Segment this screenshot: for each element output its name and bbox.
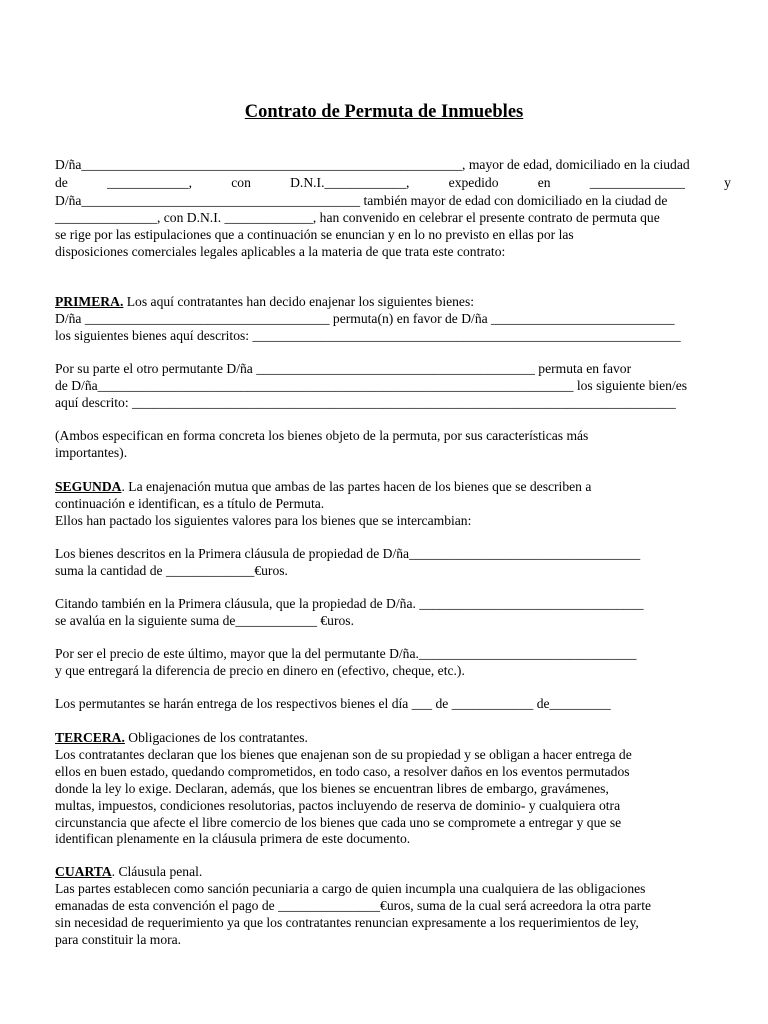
intro-line-3: D/ña_________________________________________ también mayor de edad con domiciliado en la ciudad de	[55, 193, 668, 208]
word: y	[724, 175, 731, 190]
tercera-line-6: circunstancia que afecte el libre comercio de los bienes que cada uno se compromete a entregar y que se	[55, 815, 622, 830]
tercera-line-3: ellos en buen estado, quedando comprometidos, en todo caso, a resolver daños en los eventos permutados	[55, 764, 630, 779]
cuarta-line-4: sin necesidad de requerimiento ya que los contratantes renuncian expresamente a los requerimientos de ley,	[55, 915, 639, 930]
tercera-text: Obligaciones de los contratantes.	[124, 730, 308, 745]
word: en	[537, 175, 551, 190]
cuarta-heading: CUARTA	[55, 864, 112, 879]
segunda-line-10: Los permutantes se harán entrega de los respectivos bienes el día ___ de ____________ de_________	[55, 696, 611, 711]
segunda-text: . La enajenación mutua que ambas de las partes hacen de los bienes que se describen a	[121, 479, 592, 494]
primera-text: Los aquí contratantes han decido enajenar los siguientes bienes:	[123, 294, 475, 309]
tercera-line-1	[55, 730, 731, 746]
cuarta-text: . Cláusula penal.	[111, 864, 203, 879]
word: ____________,	[107, 175, 193, 190]
segunda-line-7: se avalúa en la siguiente suma de____________ €uros.	[55, 613, 354, 628]
segunda-heading: SEGUNDA	[55, 479, 122, 494]
intro-line-4: _______________, con D.N.I. _____________, han convenido en celebrar el presente contrato de permuta que	[55, 210, 660, 225]
primera-line-7: (Ambos especifican en forma concreta los bienes objeto de la permuta, por sus características más	[55, 428, 589, 443]
word: ______________	[589, 175, 685, 190]
primera-line-4: Por su parte el otro permutante D/ña _________________________________________ permuta en favor	[55, 361, 632, 376]
primera-line-6: aquí descrito: ________________________________________________________________________________	[55, 395, 676, 410]
segunda-line-5: suma la cantidad de _____________€uros.	[55, 563, 288, 578]
cuarta-line-5: para constituir la mora.	[55, 932, 182, 947]
cuarta-line-3: emanadas de esta convención el pago de _______________€uros, suma de la cual será acreedora la otra parte	[55, 898, 652, 913]
segunda-line-1	[55, 479, 731, 495]
segunda-line-2: continuación e identifican, es a título de Permuta.	[55, 496, 325, 511]
tercera-line-4: donde la ley lo exige. Declaran, además, que los bienes se encuentran libres de embargo, gravámenes,	[55, 781, 609, 796]
tercera-heading: TERCERA.	[55, 730, 125, 745]
word: D.N.I.____________,	[290, 175, 410, 190]
word: de	[55, 175, 68, 190]
primera-heading: PRIMERA.	[55, 294, 124, 309]
cuarta-line-2: Las partes establecen como sanción pecuniaria a cargo de quien incumpla una cualquiera de las obligaciones	[55, 881, 646, 896]
primera-line-2: D/ña ____________________________________ permuta(n) en favor de D/ña ___________________________	[55, 311, 675, 326]
tercera-line-2: Los contratantes declaran que los bienes que enajenan son de su propiedad y se obligan a hacer entrega de	[55, 747, 632, 762]
intro-line-5: se rige por las estipulaciones que a continuación se enuncian y en lo no previsto en ellas por las	[55, 227, 574, 242]
segunda-line-6: Citando también en la Primera cláusula, que la propiedad de D/ña. _________________________________	[55, 596, 644, 611]
primera-line-5: de D/ña______________________________________________________________________ los siguiente bien/es	[55, 378, 688, 393]
intro-line-6: disposiciones comerciales legales aplicables a la materia de que trata este contrato:	[55, 244, 506, 259]
segunda-line-4: Los bienes descritos en la Primera cláusula de propiedad de D/ña__________________________________	[55, 546, 641, 561]
segunda-line-9: y que entregará la diferencia de precio en dinero en (efectivo, cheque, etc.).	[55, 663, 465, 678]
cuarta-line-1	[55, 864, 731, 880]
tercera-line-7: identifican plenamente en la cláusula primera de este documento.	[55, 831, 411, 846]
tercera-line-5: multas, impuestos, condiciones resolutorias, pactos incluyendo de reserva de dominio- y cualquiera otra	[55, 798, 621, 813]
segunda-line-8: Por ser el precio de este último, mayor que la del permutante D/ña.________________________________	[55, 646, 637, 661]
segunda-line-3: Ellos han pactado los siguientes valores para los bienes que se intercambian:	[55, 513, 472, 528]
primera-line-3: los siguientes bienes aquí descritos: _______________________________________________________________	[55, 328, 681, 343]
intro-line-1: D/ña________________________________________________________, mayor de edad, domiciliado en la ciudad	[55, 157, 690, 172]
document-title: Contrato de Permuta de Inmuebles	[244, 102, 524, 122]
primera-line-8: importantes).	[55, 445, 128, 460]
word: con	[231, 175, 251, 190]
intro-line-2	[55, 175, 731, 191]
word: expedido	[448, 175, 499, 190]
primera-line-1	[55, 294, 731, 310]
